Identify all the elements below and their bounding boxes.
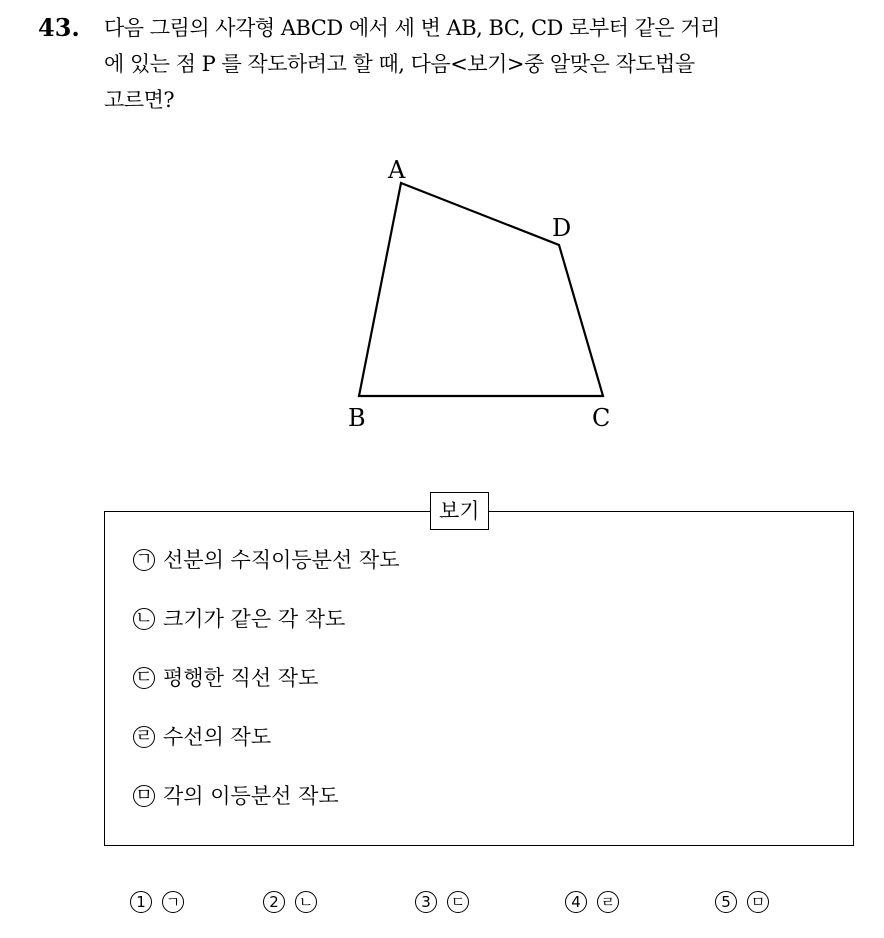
bogi-title: 보기: [430, 492, 489, 530]
choice-number: 2: [263, 891, 285, 913]
choice-number: 4: [565, 891, 587, 913]
bogi-marker: ㄷ: [133, 667, 155, 689]
vertex-label-c: C: [592, 404, 611, 432]
choice-number: 3: [415, 891, 437, 913]
vertex-label-a: A: [388, 156, 406, 184]
bogi-marker: ㄱ: [133, 549, 155, 571]
answer-choice-4[interactable]: [565, 885, 619, 921]
bogi-item: [133, 545, 400, 575]
quadrilateral-figure: [330, 150, 630, 440]
choice-value: ㄹ: [597, 891, 619, 913]
choice-number: 5: [715, 891, 737, 913]
question-line: 다음 그림의 사각형 ABCD 에서 세 변 AB, BC, CD 로부터 같은 거리: [104, 16, 720, 40]
vertex-label-b: B: [348, 404, 366, 432]
choice-value: ㄱ: [162, 891, 184, 913]
answer-choice-3[interactable]: [415, 885, 469, 921]
bogi-item: [133, 663, 318, 693]
choice-value: ㅁ: [747, 891, 769, 913]
quadrilateral-svg: [330, 150, 630, 440]
answer-choice-2[interactable]: [263, 885, 317, 921]
question-text: [104, 10, 874, 118]
bogi-item: [133, 781, 339, 811]
bogi-item-text: 각의 이등분선 작도: [163, 784, 339, 808]
question-line: 에 있는 점 P 를 작도하려고 할 때, 다음<보기>중 알맞은 작도법을: [104, 52, 695, 76]
bogi-item-text: 수선의 작도: [163, 725, 272, 749]
bogi-item-text: 크기가 같은 각 작도: [163, 607, 346, 631]
question-line: 고르면?: [104, 88, 175, 112]
vertex-label-d: D: [552, 214, 572, 242]
question-number: 43.: [38, 13, 80, 42]
bogi-item-text: 선분의 수직이등분선 작도: [163, 548, 400, 572]
answer-choice-1[interactable]: [130, 885, 184, 921]
bogi-marker: ㄹ: [133, 726, 155, 748]
choice-number: 1: [130, 891, 152, 913]
bogi-item: [133, 722, 271, 752]
answer-choice-5[interactable]: [715, 885, 769, 921]
bogi-box: [104, 499, 854, 846]
bogi-item: [133, 604, 345, 634]
choice-value: ㄷ: [447, 891, 469, 913]
choice-value: ㄴ: [295, 891, 317, 913]
bogi-item-text: 평행한 직선 작도: [163, 666, 319, 690]
answer-choices: [0, 885, 884, 921]
bogi-marker: ㅁ: [133, 785, 155, 807]
bogi-marker: ㄴ: [133, 608, 155, 630]
